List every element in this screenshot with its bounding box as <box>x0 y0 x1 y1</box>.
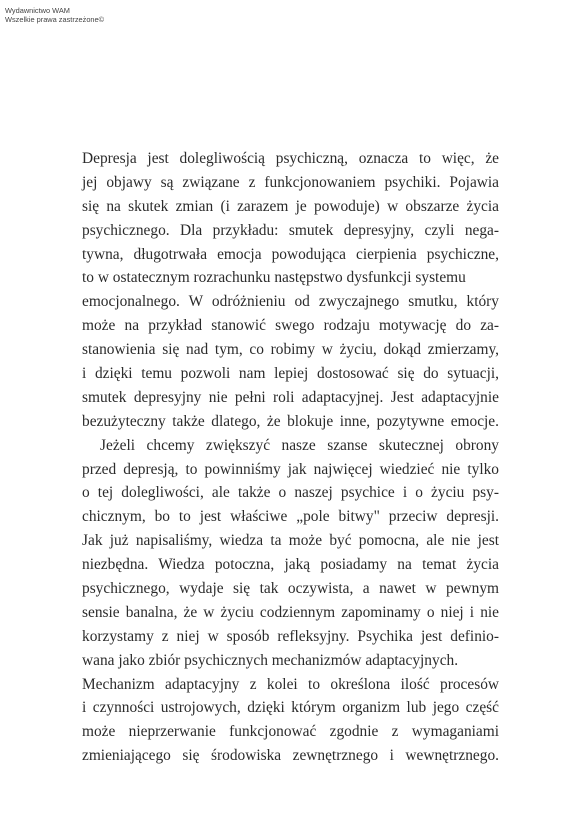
text-line: może na przykład stanowić swego rodzaju motywację do za- <box>82 317 499 335</box>
text-line: psychicznego, wydaje się tak oczywista, a nawet w pewnym <box>82 580 499 598</box>
text-line: i czynności ustrojowych, dzięki którym organizm lub jego część <box>82 699 499 717</box>
text-line: sensie banalna, że w życiu codziennym zapominamy o niej i nie <box>82 603 499 621</box>
text-line: emocjonalnego. W odróżnieniu od zwyczajnego smutku, który <box>82 293 499 311</box>
text-line: może nieprzerwanie funkcjonować zgodnie z wymaganiami <box>82 723 499 741</box>
text-line: i dzięki temu pozwoli nam lepiej dostosować się do sytuacji, <box>82 365 499 383</box>
text-line: chicznym, bo to jest właściwe „pole bitwy" przeciw depresji. <box>82 508 499 526</box>
text-line: bezużyteczny także dlatego, że blokuje inne, pozytywne emocje. <box>82 412 499 430</box>
text-line: korzystamy z niej w sposób refleksyjny. Psychika jest definio- <box>82 627 499 645</box>
text-line: tywna, długotrwała emocja powodująca cierpienia psychiczne, <box>82 245 499 263</box>
text-line: o tej dolegliwości, ale także o naszej psychice i o życiu psy- <box>82 484 499 502</box>
text-line: to w ostatecznym rozrachunku następstwo dysfunkcji systemu <box>82 269 466 287</box>
page-header <box>5 7 104 24</box>
publisher-name: Wydawnictwo WAM <box>5 6 70 15</box>
text-line: się na skutek zmian (i zarazem je powoduje) w obszarze życia <box>82 197 499 215</box>
text-line: stanowienia się nad tym, co robimy w życiu, dokąd zmierzamy, <box>82 341 499 359</box>
text-line: wana jako zbiór psychicznych mechanizmów adaptacyjnych. <box>82 651 459 669</box>
paragraph-2 <box>82 434 499 768</box>
body-text <box>82 147 499 768</box>
text-line: niezbędna. Wiedza potoczna, jaką posiadamy na temat życia <box>82 556 499 574</box>
text-line: smutek depresyjny nie pełni roli adaptacyjnej. Jest adaptacyjnie <box>82 388 499 406</box>
text-line: Jeżeli chcemy zwiększyć nasze szanse skutecznej obrony <box>100 436 499 454</box>
text-line: Depresja jest dolegliwością psychiczną, oznacza to więc, że <box>82 150 499 167</box>
text-line: jej objawy są związane z funkcjonowaniem psychiki. Pojawia <box>82 173 499 191</box>
text-line: Mechanizm adaptacyjny z kolei to określona ilość procesów <box>82 675 499 693</box>
text-line: psychicznego. Dla przykładu: smutek depresyjny, czyli nega- <box>82 221 499 239</box>
text-line: Jak już napisaliśmy, wiedza ta może być pomocna, ale nie jest <box>82 532 499 550</box>
copyright-notice: Wszelkie prawa zastrzeżone© <box>5 14 105 24</box>
text-line: przed depresją, to powinniśmy jak najwięcej wiedzieć nie tylko <box>82 460 499 478</box>
text-line: zmieniającego się środowiska zewnętrznego i wewnętrznego. <box>82 747 499 765</box>
paragraph-1 <box>82 147 499 434</box>
